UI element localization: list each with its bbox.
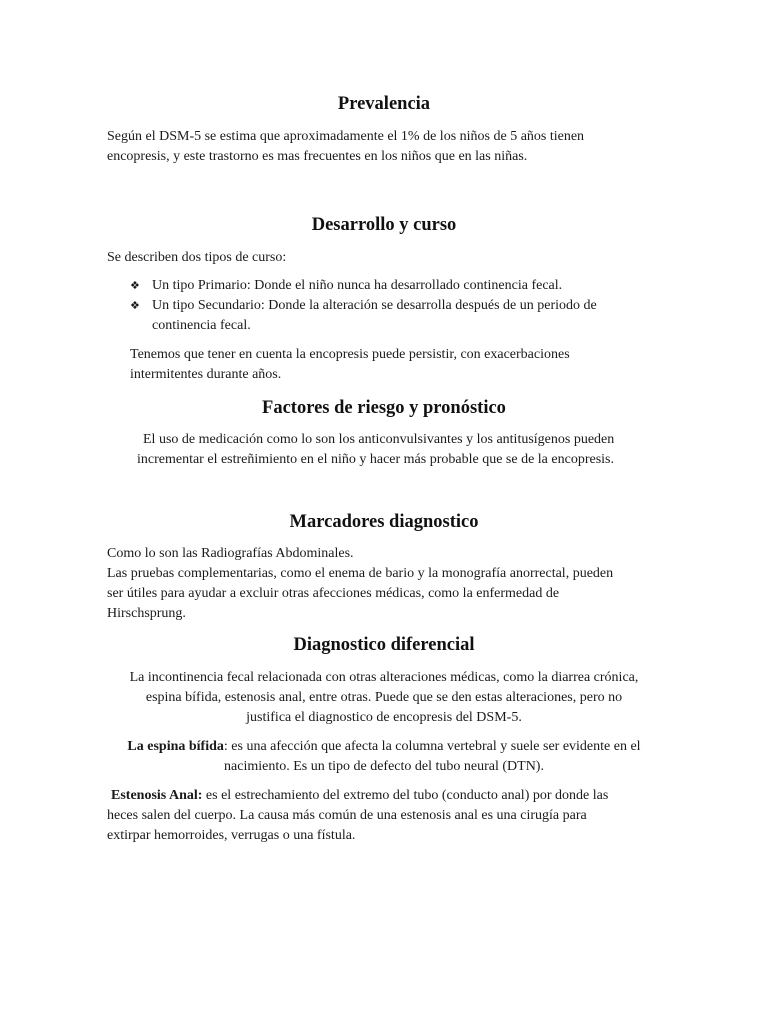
diferencial-line-2: espina bífida, estenosis anal, entre otras. Puede que se den estas alteraciones, pero no bbox=[145, 690, 623, 705]
estenosis-line-2: heces salen del cuerpo. La causa más común de una estenosis anal es una cirugía para bbox=[107, 808, 587, 823]
marcadores-line-4: Hirschsprung. bbox=[107, 606, 186, 621]
heading-prevalencia: Prevalencia bbox=[337, 94, 431, 114]
estenosis-line-3: extirpar hemorroides, verrugas o una fístula. bbox=[107, 828, 356, 843]
list-item-text: Un tipo Secundario: Donde la alteración se desarrolla después de un periodo de continencia fecal. bbox=[152, 298, 597, 333]
prevalencia-line-1: Según el DSM-5 se estima que aproximadamente el 1% de los niños de 5 años tienen bbox=[107, 129, 585, 144]
diferencial-line-1: La incontinencia fecal relacionada con otras alteraciones médicas, como la diarrea crónica, bbox=[129, 670, 639, 685]
espina-line-2: nacimiento. Es un tipo de defecto del tubo neural (DTN). bbox=[224, 759, 544, 774]
heading-factores: Factores de riesgo y pronóstico bbox=[262, 398, 506, 418]
diamond-bullet-icon: ❖ bbox=[130, 279, 140, 292]
desarrollo-intro: Se describen dos tipos de curso: bbox=[107, 250, 287, 265]
marcadores-line-2: Las pruebas complementarias, como el enema de bario y la monografía anorrectal, pueden bbox=[107, 566, 614, 581]
list-item-text: Un tipo Primario: Donde el niño nunca ha desarrollado continencia fecal. bbox=[152, 278, 563, 293]
factores-line-2: incrementar el estreñimiento en el niño y hacer más probable que se de la encopresis. bbox=[137, 452, 614, 467]
diferencial-line-3: justifica el diagnostico de encopresis del DSM-5. bbox=[246, 710, 522, 725]
marcadores-line-3: ser útiles para ayudar a excluir otras afecciones médicas, como la enfermedad de bbox=[107, 586, 560, 601]
heading-marcadores: Marcadores diagnostico bbox=[289, 512, 479, 532]
diamond-bullet-icon: ❖ bbox=[130, 299, 140, 312]
factores-line-1: El uso de medicación como lo son los anticonvulsivantes y los antitusígenos pueden bbox=[143, 432, 615, 447]
desarrollo-note-line-2: intermitentes durante años. bbox=[130, 367, 282, 382]
heading-diferencial: Diagnostico diferencial bbox=[293, 635, 475, 655]
estenosis-text-1: es el estrechamiento del extremo del tubo (conducto anal) por donde las bbox=[202, 788, 609, 803]
espina-line-1 bbox=[0, 737, 768, 757]
desarrollo-note-line-1: Tenemos que tener en cuenta la encopresis puede persistir, con exacerbaciones bbox=[130, 347, 570, 362]
list-item bbox=[130, 296, 650, 336]
course-type-list bbox=[130, 276, 650, 336]
marcadores-line-1: Como lo son las Radiografías Abdominales. bbox=[107, 546, 354, 561]
espina-text-1: : es una afección que afecta la columna vertebral y suele ser evidente en el bbox=[223, 739, 641, 754]
espina-term: La espina bífida bbox=[127, 739, 224, 754]
estenosis-term: Estenosis Anal: bbox=[111, 788, 203, 803]
list-item bbox=[130, 276, 650, 296]
estenosis-line-1 bbox=[111, 786, 608, 806]
prevalencia-line-2: encopresis, y este trastorno es mas frecuentes en los niños que en las niñas. bbox=[107, 149, 528, 164]
heading-desarrollo: Desarrollo y curso bbox=[311, 215, 457, 235]
